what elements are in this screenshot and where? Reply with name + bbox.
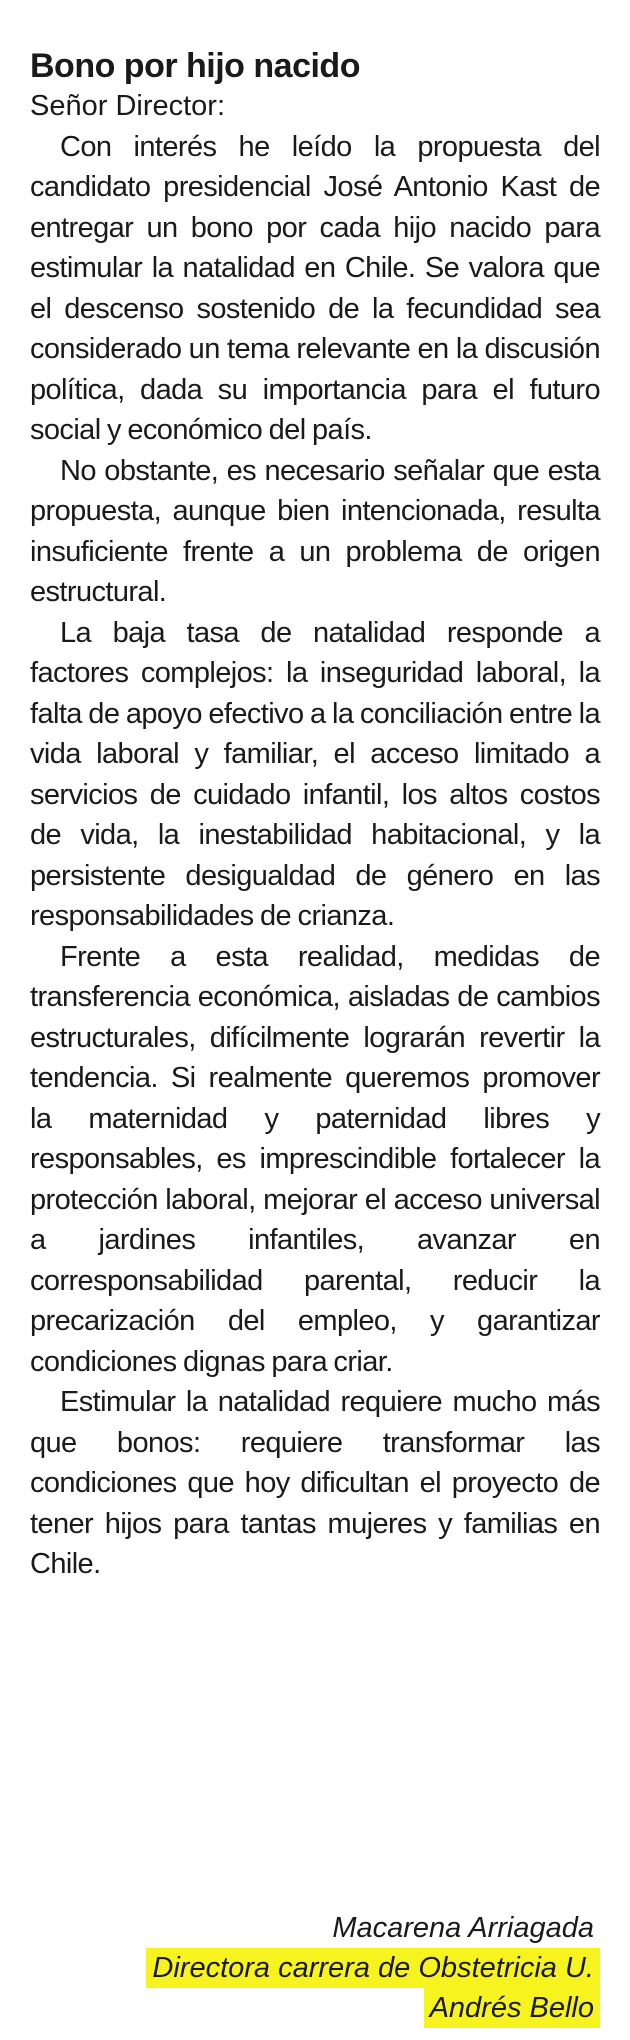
salutation: Señor Director: [30,90,226,122]
author-title-line-2-wrapper [146,1988,600,2028]
letter-body [30,127,600,1585]
letter-to-editor [30,46,600,1585]
paragraph-5: Estimular la natalidad requiere mucho más que bonos: requiere transformar las condiciones que hoy dificultan el proyecto de tener hijos para tantas mujeres y familias en Chile. [30,1386,600,1580]
author-title-line-1-wrapper [146,1948,600,1988]
letter-headline: Bono por hijo nacido [30,47,360,85]
signature-block [146,1908,600,2028]
author-title-line-1: Directora carrera de Obstetricia U. [146,1948,600,1988]
paragraph-3: La baja tasa de natalidad responde a factores complejos: la inseguridad laboral, la falta de apoyo efectivo a la conciliación entre la vida laboral y familiar, el acceso limitado a servicios de cuidado infantil, los altos costos de vida, la inestabilidad habitacional, y la persistente desigualdad de género en las responsabilidades de crianza. [30,616,600,932]
paragraph-4: Frente a esta realidad, medidas de transferencia económica, aisladas de cambios estructurales, difícilmente lograrán revertir la tendencia. Si realmente queremos promover la maternidad y paternidad libres y responsables, es imprescindible fortalecer la protección laboral, mejorar el acceso universal a jardines infantiles, avanzar en corresponsabilidad parental, reducir la precarización del empleo, y garantizar condiciones dignas para criar. [30,940,600,1378]
author-title-line-2: Andrés Bello [424,1988,600,2028]
author-name: Macarena Arriagada [332,1912,594,1944]
paragraph-1: Con interés he leído la propuesta del candidato presidencial José Antonio Kast de entregar un bono por cada hijo nacido para estimular la natalidad en Chile. Se valora que el descenso sostenido de la fecundidad sea considerado un tema relevante en la discusión política, dada su importancia para el futuro social y económico del país. [30,130,600,446]
paragraph-2: No obstante, es necesario señalar que esta propuesta, aunque bien intencionada, resulta insuficiente frente a un problema de origen estructural. [30,454,600,608]
